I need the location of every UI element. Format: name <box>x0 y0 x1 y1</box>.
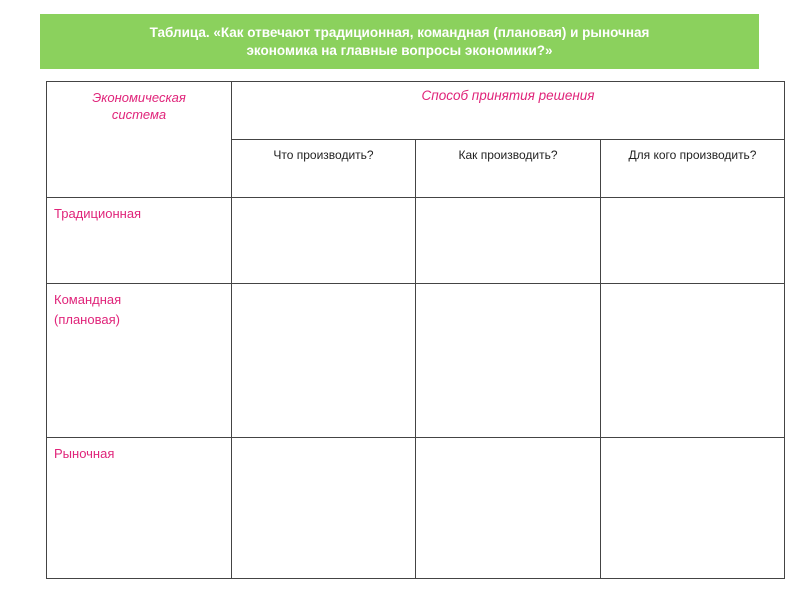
table-row <box>47 198 785 284</box>
header-decision-method: Способ принятия решения <box>232 82 785 140</box>
title-line-1: Таблица. «Как отвечают традиционная, командная (плановая) и рыночная <box>149 24 650 40</box>
table-cell[interactable] <box>601 438 785 579</box>
table-cell[interactable] <box>601 198 785 284</box>
header-how-to-produce: Как производить? <box>416 140 601 198</box>
header-economic-system: Экономическая система <box>47 82 232 198</box>
header-what-to-produce: Что производить? <box>232 140 416 198</box>
table-cell[interactable] <box>416 284 601 438</box>
table-cell[interactable] <box>232 198 416 284</box>
title-line-2: экономика на главные вопросы экономики?» <box>246 42 553 58</box>
table-cell[interactable] <box>416 438 601 579</box>
title-banner <box>40 14 759 69</box>
row-label-command: Командная (плановая) <box>47 284 232 438</box>
table-row <box>47 438 785 579</box>
table-cell[interactable] <box>232 284 416 438</box>
header-for-whom-to-produce: Для кого производить? <box>601 140 785 198</box>
table-cell[interactable] <box>416 198 601 284</box>
header-row-top <box>47 82 785 140</box>
table-cell[interactable] <box>232 438 416 579</box>
row-label-market: Рыночная <box>47 438 232 579</box>
row-label-traditional: Традиционная <box>47 198 232 284</box>
economy-table <box>46 81 785 579</box>
table-cell[interactable] <box>601 284 785 438</box>
table-row <box>47 284 785 438</box>
